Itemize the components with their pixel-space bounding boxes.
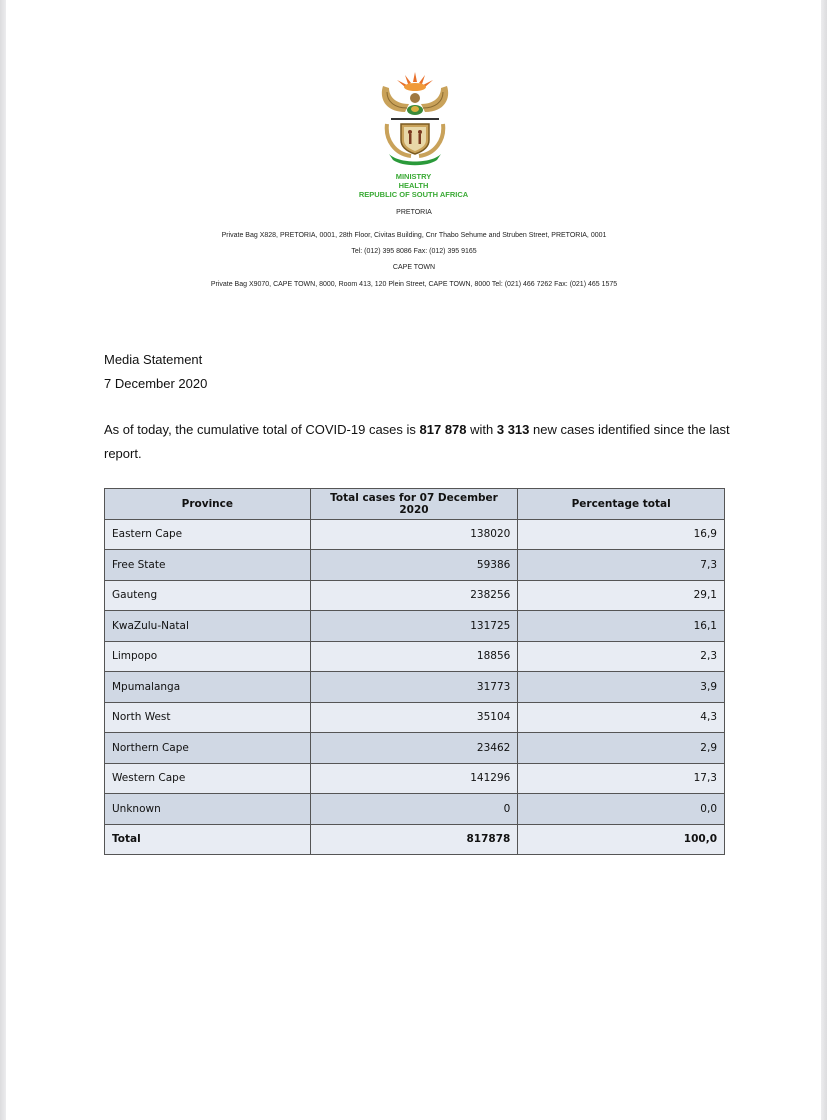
para-text-3: new cases identified since the last report. bbox=[104, 422, 730, 461]
pretoria-contact: Tel: (012) 395 8086 Fax: (012) 395 9165 bbox=[351, 248, 477, 255]
cell-province: Free State bbox=[105, 550, 311, 581]
cell-cases: 59386 bbox=[310, 550, 518, 581]
cell-cases: 238256 bbox=[310, 580, 518, 611]
cell-pct: 7,3 bbox=[518, 550, 725, 581]
capetown-label: CAPE TOWN bbox=[392, 264, 436, 271]
table-total-row bbox=[105, 824, 725, 855]
table-row bbox=[105, 672, 725, 703]
header-province: Province bbox=[105, 489, 311, 520]
cell-pct: 2,9 bbox=[518, 733, 725, 764]
province-cases-table bbox=[104, 488, 725, 855]
cell-cases: 138020 bbox=[310, 519, 518, 550]
statement-type: Media Statement bbox=[104, 352, 203, 367]
pretoria-address: Private Bag X828, PRETORIA, 0001, 28th Floor, Civitas Building, Cnr Thabo Sehume and Struben Street, PRETORIA, 0001 bbox=[221, 232, 607, 239]
table-row bbox=[105, 702, 725, 733]
table-row bbox=[105, 550, 725, 581]
cell-province: Unknown bbox=[105, 794, 311, 825]
cell-province: Limpopo bbox=[105, 641, 311, 672]
table-row bbox=[105, 794, 725, 825]
cell-province: Western Cape bbox=[105, 763, 311, 794]
para-text-1: As of today, the cumulative total of COVID-19 cases is bbox=[104, 422, 420, 437]
cell-pct: 29,1 bbox=[518, 580, 725, 611]
pretoria-label: PRETORIA bbox=[396, 209, 432, 216]
cell-cases: 18856 bbox=[310, 641, 518, 672]
total-cases-value: 817 878 bbox=[419, 422, 467, 437]
header-total-cases: Total cases for 07 December 2020 bbox=[310, 489, 518, 520]
header-percentage: Percentage total bbox=[518, 489, 725, 520]
page-edge-left bbox=[0, 0, 6, 1120]
capetown-address: Private Bag X9070, CAPE TOWN, 8000, Room 413, 120 Plein Street, CAPE TOWN, 8000 Tel: (021) 466 7262 Fax: (021) 465 1575 bbox=[210, 281, 618, 288]
table-row bbox=[105, 641, 725, 672]
new-cases-value: 3 313 bbox=[496, 422, 530, 437]
table-row bbox=[105, 580, 725, 611]
cell-pct: 2,3 bbox=[518, 641, 725, 672]
cell-cases: 0 bbox=[310, 794, 518, 825]
cell-province: North West bbox=[105, 702, 311, 733]
table-row bbox=[105, 519, 725, 550]
cell-province: Mpumalanga bbox=[105, 672, 311, 703]
cell-pct: 0,0 bbox=[518, 794, 725, 825]
cell-cases: 35104 bbox=[310, 702, 518, 733]
cell-pct: 4,3 bbox=[518, 702, 725, 733]
cell-cases: 23462 bbox=[310, 733, 518, 764]
page-edge-right bbox=[821, 0, 827, 1120]
table-header-row bbox=[105, 489, 725, 520]
table-row bbox=[105, 611, 725, 642]
cell-total-cases: 817878 bbox=[310, 824, 518, 855]
cell-pct: 3,9 bbox=[518, 672, 725, 703]
coat-of-arms-icon bbox=[375, 68, 455, 168]
ministry-line-3: REPUBLIC OF SOUTH AFRICA bbox=[358, 190, 469, 199]
statement-date: 7 December 2020 bbox=[104, 376, 208, 391]
cell-pct: 16,9 bbox=[518, 519, 725, 550]
table-row bbox=[105, 763, 725, 794]
cell-pct: 16,1 bbox=[518, 611, 725, 642]
cell-total-label: Total bbox=[105, 824, 311, 855]
statement-paragraph bbox=[104, 418, 734, 466]
cell-province: Northern Cape bbox=[105, 733, 311, 764]
cell-total-pct: 100,0 bbox=[518, 824, 725, 855]
cell-province: KwaZulu-Natal bbox=[105, 611, 311, 642]
cell-pct: 17,3 bbox=[518, 763, 725, 794]
ministry-line-2: HEALTH bbox=[398, 181, 429, 190]
table-row bbox=[105, 733, 725, 764]
cell-cases: 131725 bbox=[310, 611, 518, 642]
cell-province: Gauteng bbox=[105, 580, 311, 611]
cell-province: Eastern Cape bbox=[105, 519, 311, 550]
cell-cases: 31773 bbox=[310, 672, 518, 703]
ministry-line-1: MINISTRY bbox=[395, 172, 432, 181]
cell-cases: 141296 bbox=[310, 763, 518, 794]
para-text-2: with bbox=[466, 422, 497, 437]
